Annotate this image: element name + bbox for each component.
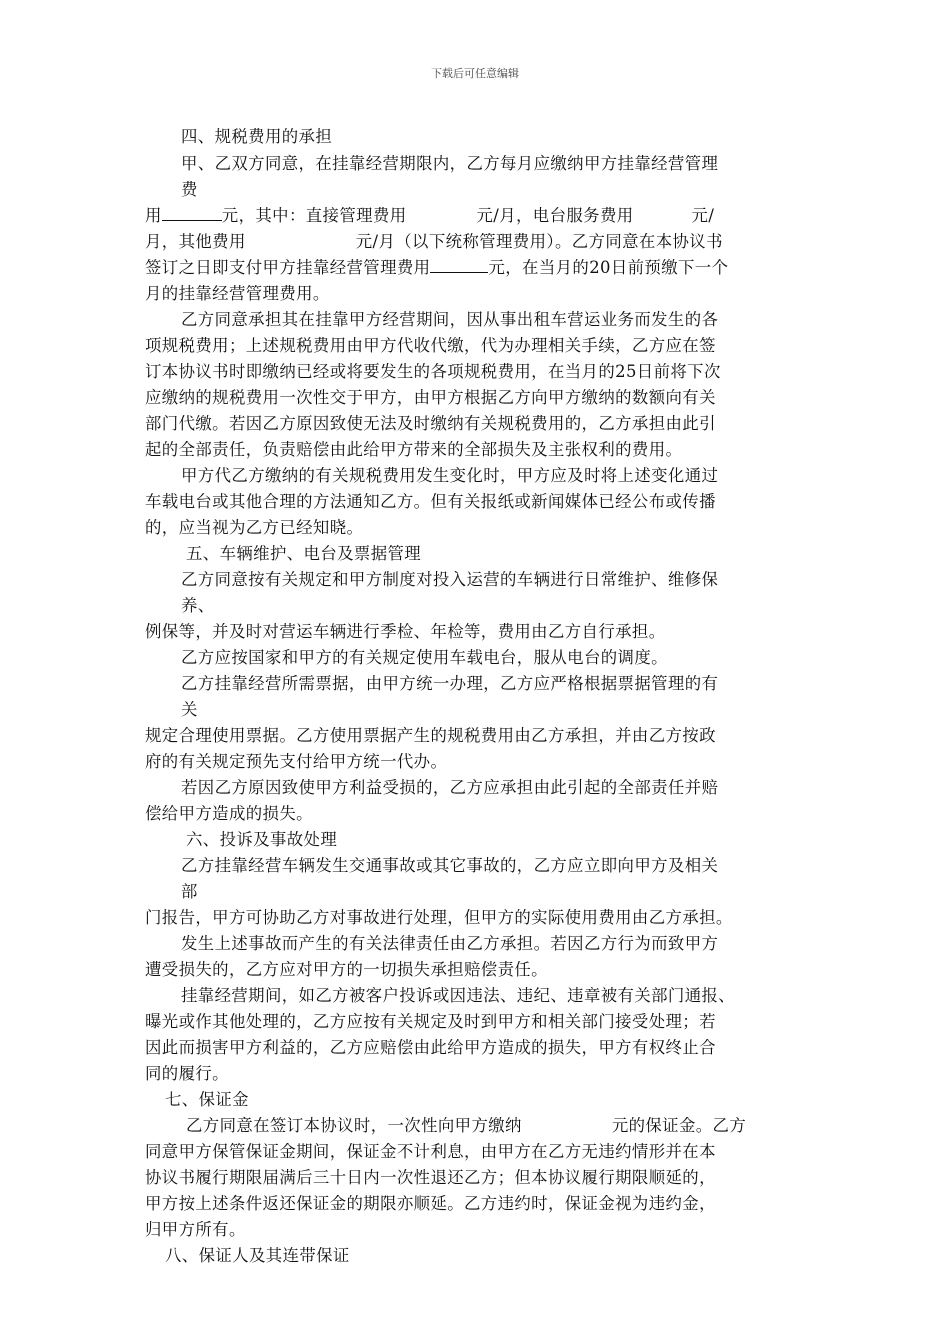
text-run: 四、规税费用的承担 bbox=[181, 127, 333, 146]
text-line bbox=[145, 749, 447, 775]
text-run: 甲方按上述条件返还保证金的期限亦顺延。乙方违约时，保证金视为违约金， bbox=[145, 1194, 716, 1213]
text-run: 车载电台或其他合理的方法通知乙方。但有关报纸或新闻媒体已经公布或传播 bbox=[145, 492, 716, 511]
text-run: 乙方挂靠经营所需票据，由甲方统一办理，乙方应严格根据票据管理的有 bbox=[181, 674, 719, 693]
blank-space bbox=[246, 231, 356, 247]
text-line bbox=[181, 853, 718, 879]
text-line bbox=[145, 1009, 716, 1035]
text-line bbox=[145, 515, 363, 541]
text-run: 签订之日即支付甲方挂靠经营管理费用 bbox=[145, 258, 431, 277]
blank-space bbox=[634, 205, 692, 221]
text-run: 七、保证金 bbox=[165, 1090, 249, 1109]
text-line bbox=[145, 203, 714, 229]
text-run: 元/月（以下统称管理费用）。乙方同意在本协议书 bbox=[355, 232, 723, 251]
blank-space bbox=[522, 1115, 612, 1131]
text-run: 因此而损害甲方利益的，乙方应赔偿由此给甲方造成的损失，甲方有权终止合 bbox=[145, 1038, 716, 1057]
text-line bbox=[181, 697, 198, 723]
text-line bbox=[145, 1191, 716, 1217]
text-line bbox=[145, 229, 723, 255]
text-run: 养、 bbox=[181, 596, 215, 615]
page-header: 下载后可任意编辑 bbox=[431, 67, 519, 80]
text-line bbox=[186, 1113, 746, 1139]
text-line bbox=[145, 1061, 229, 1087]
text-line bbox=[145, 619, 666, 645]
text-run: 归甲方所有。 bbox=[145, 1220, 246, 1239]
text-run: 甲方代乙方缴纳的有关规税费用发生变化时，甲方应及时将上述变化通过 bbox=[181, 466, 719, 485]
text-run: 乙方应按国家和甲方的有关规定使用车载电台，服从电台的调度。 bbox=[181, 648, 668, 667]
blank-space bbox=[407, 205, 477, 221]
text-line bbox=[165, 1087, 249, 1113]
text-run: 六、投诉及事故处理 bbox=[186, 830, 338, 849]
text-run: 元，其中：直接管理费用 bbox=[221, 206, 407, 225]
text-line bbox=[145, 281, 330, 307]
text-line bbox=[145, 333, 716, 359]
text-line bbox=[181, 671, 718, 697]
text-run: 同的履行。 bbox=[145, 1064, 229, 1083]
text-run: 订本协议书时即缴纳已经或将要发生的各项规税费用，在当月的25日前将下次 bbox=[145, 362, 721, 381]
text-run: 甲、乙双方同意，在挂靠经营期限内，乙方每月应缴纳甲方挂靠经营管理 bbox=[181, 154, 719, 173]
text-run: 遭受损失的，乙方应对甲方的一切损失承担赔偿责任。 bbox=[145, 960, 548, 979]
text-run: 同意甲方保管保证金期间，保证金不计利息，由甲方在乙方无违约情形并在本 bbox=[145, 1142, 716, 1161]
text-line bbox=[145, 255, 728, 281]
text-line bbox=[145, 1139, 716, 1165]
text-run: 乙方同意在签订本协议时，一次性向甲方缴纳 bbox=[186, 1116, 522, 1135]
text-line bbox=[181, 463, 718, 489]
text-line bbox=[145, 905, 733, 931]
text-run: 例保等，并及时对营运车辆进行季检、年检等，费用由乙方自行承担。 bbox=[145, 622, 666, 641]
text-run: 曝光或作其他处理的，乙方应按有关规定及时到甲方和相关部门接受处理；若 bbox=[145, 1012, 716, 1031]
text-line bbox=[145, 1035, 716, 1061]
text-run: 规定合理使用票据。乙方使用票据产生的规税费用由乙方承担，并由乙方按政 bbox=[145, 726, 716, 745]
text-run: 乙方同意承担其在挂靠甲方经营期间，因从事出租车营运业务而发生的各 bbox=[181, 310, 719, 329]
text-run: 府的有关规定预先支付给甲方统一代办。 bbox=[145, 752, 448, 771]
text-line bbox=[186, 541, 421, 567]
text-run: 偿给甲方造成的损失。 bbox=[145, 804, 313, 823]
text-line bbox=[145, 489, 716, 515]
text-line bbox=[181, 151, 718, 177]
text-run: 元/ bbox=[691, 206, 715, 225]
text-line bbox=[145, 437, 682, 463]
text-line bbox=[145, 411, 716, 437]
text-line bbox=[145, 957, 548, 983]
text-run: 起的全部责任，负责赔偿由此给甲方带来的全部损失及主张权利的费用。 bbox=[145, 440, 683, 459]
text-run: 部 bbox=[181, 882, 198, 901]
text-run: 的，应当视为乙方已经知晓。 bbox=[145, 518, 364, 537]
text-run: 月的挂靠经营管理费用。 bbox=[145, 284, 330, 303]
text-run: 应缴纳的规税费用一次性交于甲方，由甲方根据乙方向甲方缴纳的数额向有关 bbox=[145, 388, 716, 407]
text-line bbox=[181, 307, 718, 333]
text-line bbox=[145, 1217, 246, 1243]
text-line bbox=[186, 827, 337, 853]
text-run: 元/月，电台服务费用 bbox=[476, 206, 634, 225]
text-run: 挂靠经营期间，如乙方被客户投诉或因违法、违纪、违章被有关部门通报、 bbox=[181, 986, 736, 1005]
text-run: 用 bbox=[145, 206, 162, 225]
text-line bbox=[145, 385, 716, 411]
text-run: 若因乙方原因致使甲方利益受损的，乙方应承担由此引起的全部责任并赔 bbox=[181, 778, 719, 797]
text-run: 门报告，甲方可协助乙方对事故进行处理，但甲方的实际使用费用由乙方承担。 bbox=[145, 908, 733, 927]
text-run: 八、保证人及其连带保证 bbox=[165, 1246, 350, 1265]
text-line bbox=[165, 1243, 350, 1269]
text-run: 月，其他费用 bbox=[145, 232, 246, 251]
text-run: 乙方同意按有关规定和甲方制度对投入运营的车辆进行日常维护、维修保 bbox=[181, 570, 719, 589]
text-run: 元，在当月的20日前预缴下一个 bbox=[488, 258, 729, 277]
text-line bbox=[145, 1165, 716, 1191]
blank-fill-line bbox=[430, 256, 488, 273]
text-line bbox=[181, 645, 668, 671]
text-run: 关 bbox=[181, 700, 198, 719]
text-line bbox=[181, 177, 198, 203]
text-line bbox=[181, 983, 735, 1009]
text-line bbox=[181, 879, 198, 905]
text-line bbox=[181, 567, 718, 593]
text-run: 项规税费用；上述规税费用由甲方代收代缴，代为办理相关手续，乙方应在签 bbox=[145, 336, 716, 355]
text-line bbox=[145, 723, 716, 749]
text-run: 发生上述事故而产生的有关法律责任由乙方承担。若因乙方行为而致甲方 bbox=[181, 934, 719, 953]
text-run: 协议书履行期限届满后三十日内一次性退还乙方；但本协议履行期限顺延的， bbox=[145, 1168, 716, 1187]
text-line bbox=[145, 801, 313, 827]
text-run: 费 bbox=[181, 180, 198, 199]
text-line bbox=[145, 359, 721, 385]
text-run: 部门代缴。若因乙方原因致使无法及时缴纳有关规税费用的，乙方承担由此引 bbox=[145, 414, 716, 433]
text-line bbox=[181, 931, 718, 957]
text-run: 五、车辆维护、电台及票据管理 bbox=[186, 544, 422, 563]
text-line bbox=[181, 124, 332, 150]
blank-fill-line bbox=[162, 204, 222, 221]
text-line bbox=[181, 593, 215, 619]
text-run: 元的保证金。乙方 bbox=[611, 1116, 747, 1135]
text-line bbox=[181, 775, 718, 801]
text-run: 乙方挂靠经营车辆发生交通事故或其它事故的，乙方应立即向甲方及相关 bbox=[181, 856, 719, 875]
